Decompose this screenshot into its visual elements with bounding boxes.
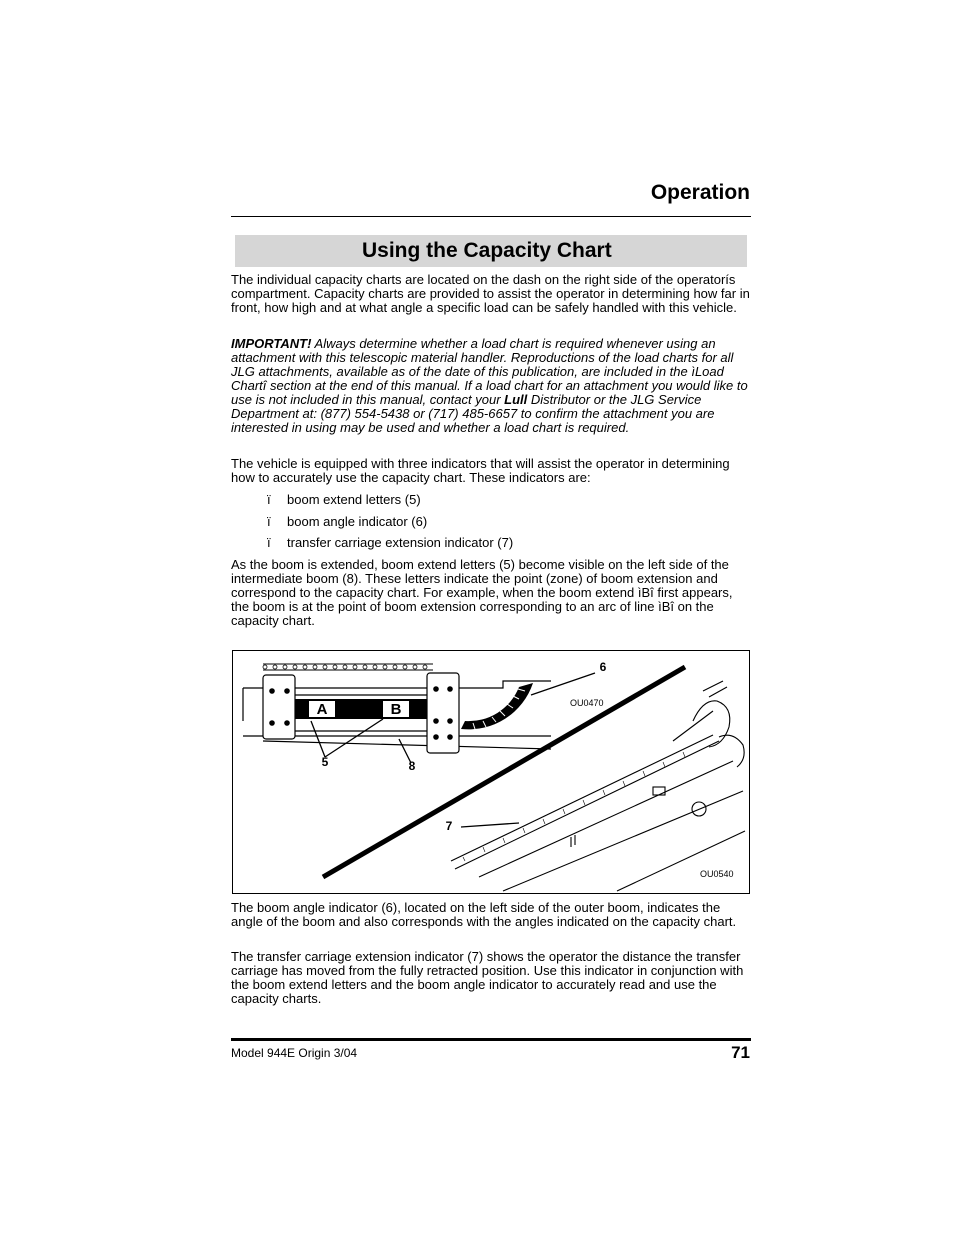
callout-6: 6 [599, 660, 607, 674]
section-title: Operation [650, 181, 750, 204]
brand-name: Lull [504, 392, 528, 407]
page-heading: Using the Capacity Chart [362, 239, 612, 262]
bullet-mark: ï [267, 535, 271, 550]
indicator-list [267, 493, 513, 558]
boom-extend-paragraph: As the boom is extended, boom extend letters (5) become visible on the left side of the intermediate boom (8). These letters indicate the point (zone) of boom extension and correspond to the capacity chart. For example, when the boom extend ìBî first appears, the boom is at the point of boom extension corresponding to an arc of line ìBî on the capacity chart. [231, 557, 733, 628]
header-rule [231, 216, 751, 217]
indicators-paragraph: The vehicle is equipped with three indicators that will assist the operator in determining how to accurately use the capacity chart. These indicators are: [231, 456, 730, 485]
important-text-a: Always determine whether a load chart is required whenever using an attachment with this telescopic material handler. Reproductions of the load charts for all JLG attachments, available as of the date of this publication, are included in the ìLoad Chartî section at the end of this manual. If a load chart for an attachment you would like to use is not included in this manual, contact your [231, 336, 748, 407]
indicator-illustration [233, 651, 749, 893]
figure-code-bottom: OU0540 [700, 869, 734, 879]
carriage-scale [463, 752, 685, 861]
bullet-mark: ï [267, 513, 271, 529]
right-plate [427, 673, 459, 753]
callout-8: 8 [408, 759, 416, 773]
footer-rule [231, 1038, 751, 1041]
intro-paragraph: The individual capacity charts are located on the dash on the right side of the operatorís compartment. Capacity charts are provided to assist the operator in determining how far in front, how high and at what angle a specific load can be safely handled with this vehicle. [231, 272, 750, 315]
figure-code-top: OU0470 [570, 698, 604, 708]
callout-5: 5 [321, 755, 329, 769]
letter-b: B [390, 701, 402, 718]
letter-a: A [316, 701, 328, 718]
heading-bar [235, 235, 747, 267]
transfer-carriage [451, 681, 745, 891]
list-item [267, 515, 513, 537]
list-item [267, 493, 513, 515]
boom-angle-paragraph: The boom angle indicator (6), located on the left side of the outer boom, indicates the angle of the boom and also corresponds with the angles indicated on the capacity chart. [231, 900, 737, 929]
callout-7: 7 [445, 819, 453, 833]
important-paragraph [231, 337, 751, 435]
transfer-paragraph: The transfer carriage extension indicator (7) shows the operator the distance the transfer carriage has moved from the fully retracted position. Use this indicator in conjunction with the boom extend letters and the boom angle indicator to accurately read and use the capacity charts. [231, 949, 744, 1006]
bullet-mark: ï [267, 492, 271, 507]
indicator-figure [232, 650, 750, 894]
page-number: 71 [731, 1043, 750, 1062]
list-item [267, 536, 513, 558]
list-item-text: boom angle indicator (6) [287, 513, 428, 529]
left-plate [263, 675, 295, 739]
list-item-text: boom extend letters (5) [287, 492, 421, 507]
list-item-text: transfer carriage extension indicator (7) [287, 535, 514, 550]
footer-model: Model 944E Origin 3/04 [231, 1046, 358, 1060]
important-text-b: Distributor or the JLG Service Department at: (877) 554-5438 or (717) 485-6657 to confirm the attachment you are interested in using may be used and whether a load chart is required. [231, 392, 715, 435]
boom-chain [263, 664, 433, 670]
important-label: IMPORTANT! [231, 336, 312, 351]
angle-dial [461, 683, 533, 729]
